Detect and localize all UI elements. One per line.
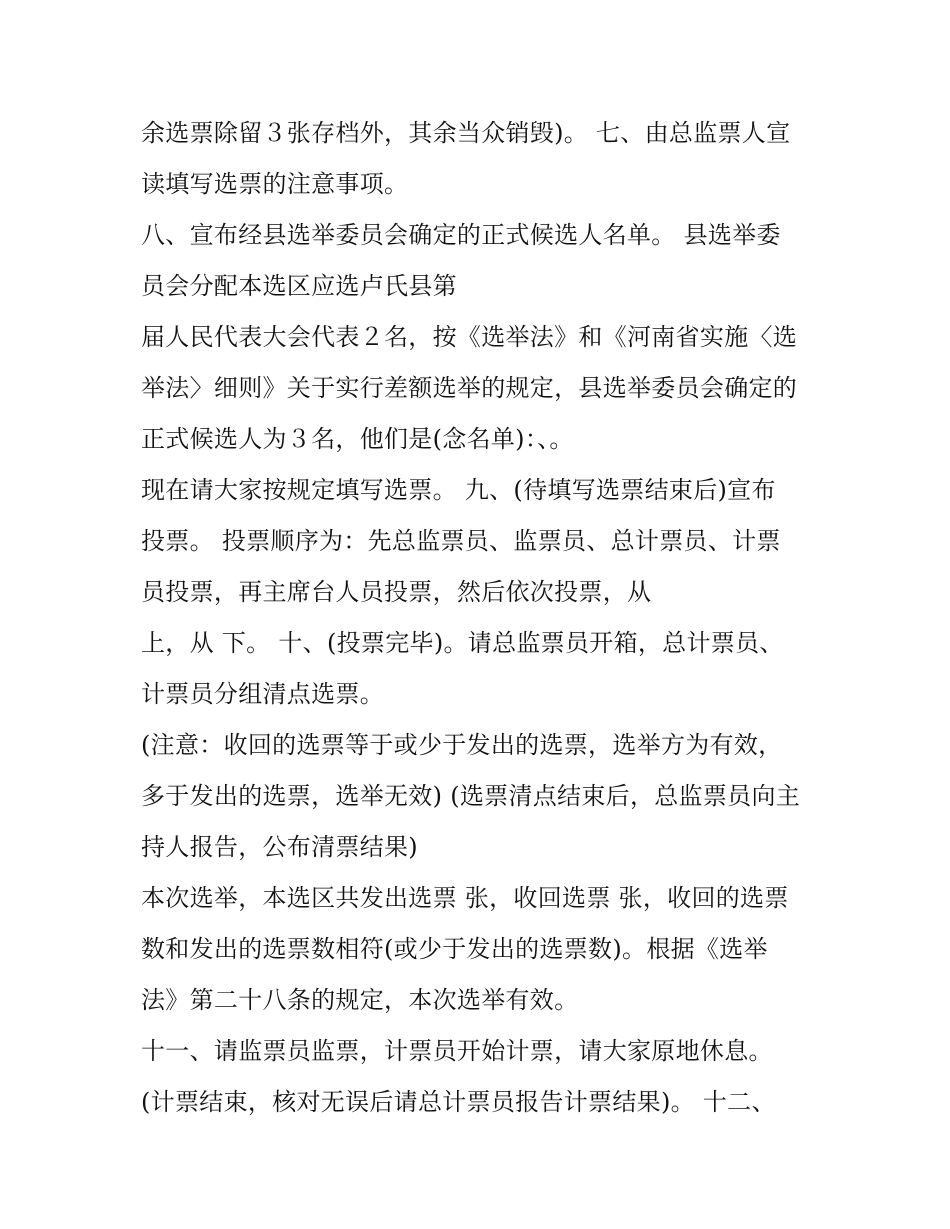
- text-line: 计票员分组清点选票。: [141, 680, 384, 708]
- text-line: (注意：收回的选票等于或少于发出的选票，选举方为有效，: [141, 731, 783, 759]
- text-line: 读填写选票的注意事项。: [141, 170, 409, 198]
- text-line: 法》第二十八条的规定，本次选举有效。: [141, 986, 579, 1014]
- text-line: 本次选举，本选区共发出选票 张，收回选票 张，收回的选票: [141, 884, 789, 912]
- text-line: 正式候选人为３名，他们是(念名单)：、。: [141, 425, 574, 453]
- text-line: 员会分配本选区应选卢氏县第: [141, 272, 457, 300]
- text-line: 余选票除留３张存档外，其余当众销毁)。 七、由总监票人宣: [141, 119, 791, 147]
- text-line: 十一、请监票员监票，计票员开始计票，请大家原地休息。: [141, 1037, 773, 1065]
- text-line: 八、宣布经县选举委员会确定的正式候选人名单。 县选举委: [141, 221, 781, 249]
- text-line: 数和发出的选票数相符(或少于发出的选票数)。根据《选举: [141, 935, 768, 963]
- text-line: 投票。 投票顺序为：先总监票员、监票员、总计票员、计票: [141, 527, 781, 555]
- text-line: 持人报告，公布清票结果): [141, 833, 418, 861]
- text-line: 举法〉细则》关于实行差额选举的规定，县选举委员会确定的: [141, 374, 798, 402]
- text-line: 多于发出的选票，选举无效) (选票清点结束后，总监票员向主: [141, 782, 801, 810]
- text-line: 现在请大家按规定填写选票。 九、(待填写选票结束后)宣布: [141, 476, 776, 504]
- text-line: 上，从 下。 十、(投票完毕)。请总监票员开箱，总计票员、: [141, 629, 784, 657]
- document-body: [141, 108, 841, 1128]
- text-line: 员投票，再主席台人员投票，然后依次投票，从: [141, 578, 652, 606]
- text-line: (计票结束，核对无误后请总计票员报告计票结果)。 十二、: [141, 1088, 776, 1116]
- text-line: 届人民代表大会代表２名，按《选举法》和《河南省实施〈选: [141, 323, 798, 351]
